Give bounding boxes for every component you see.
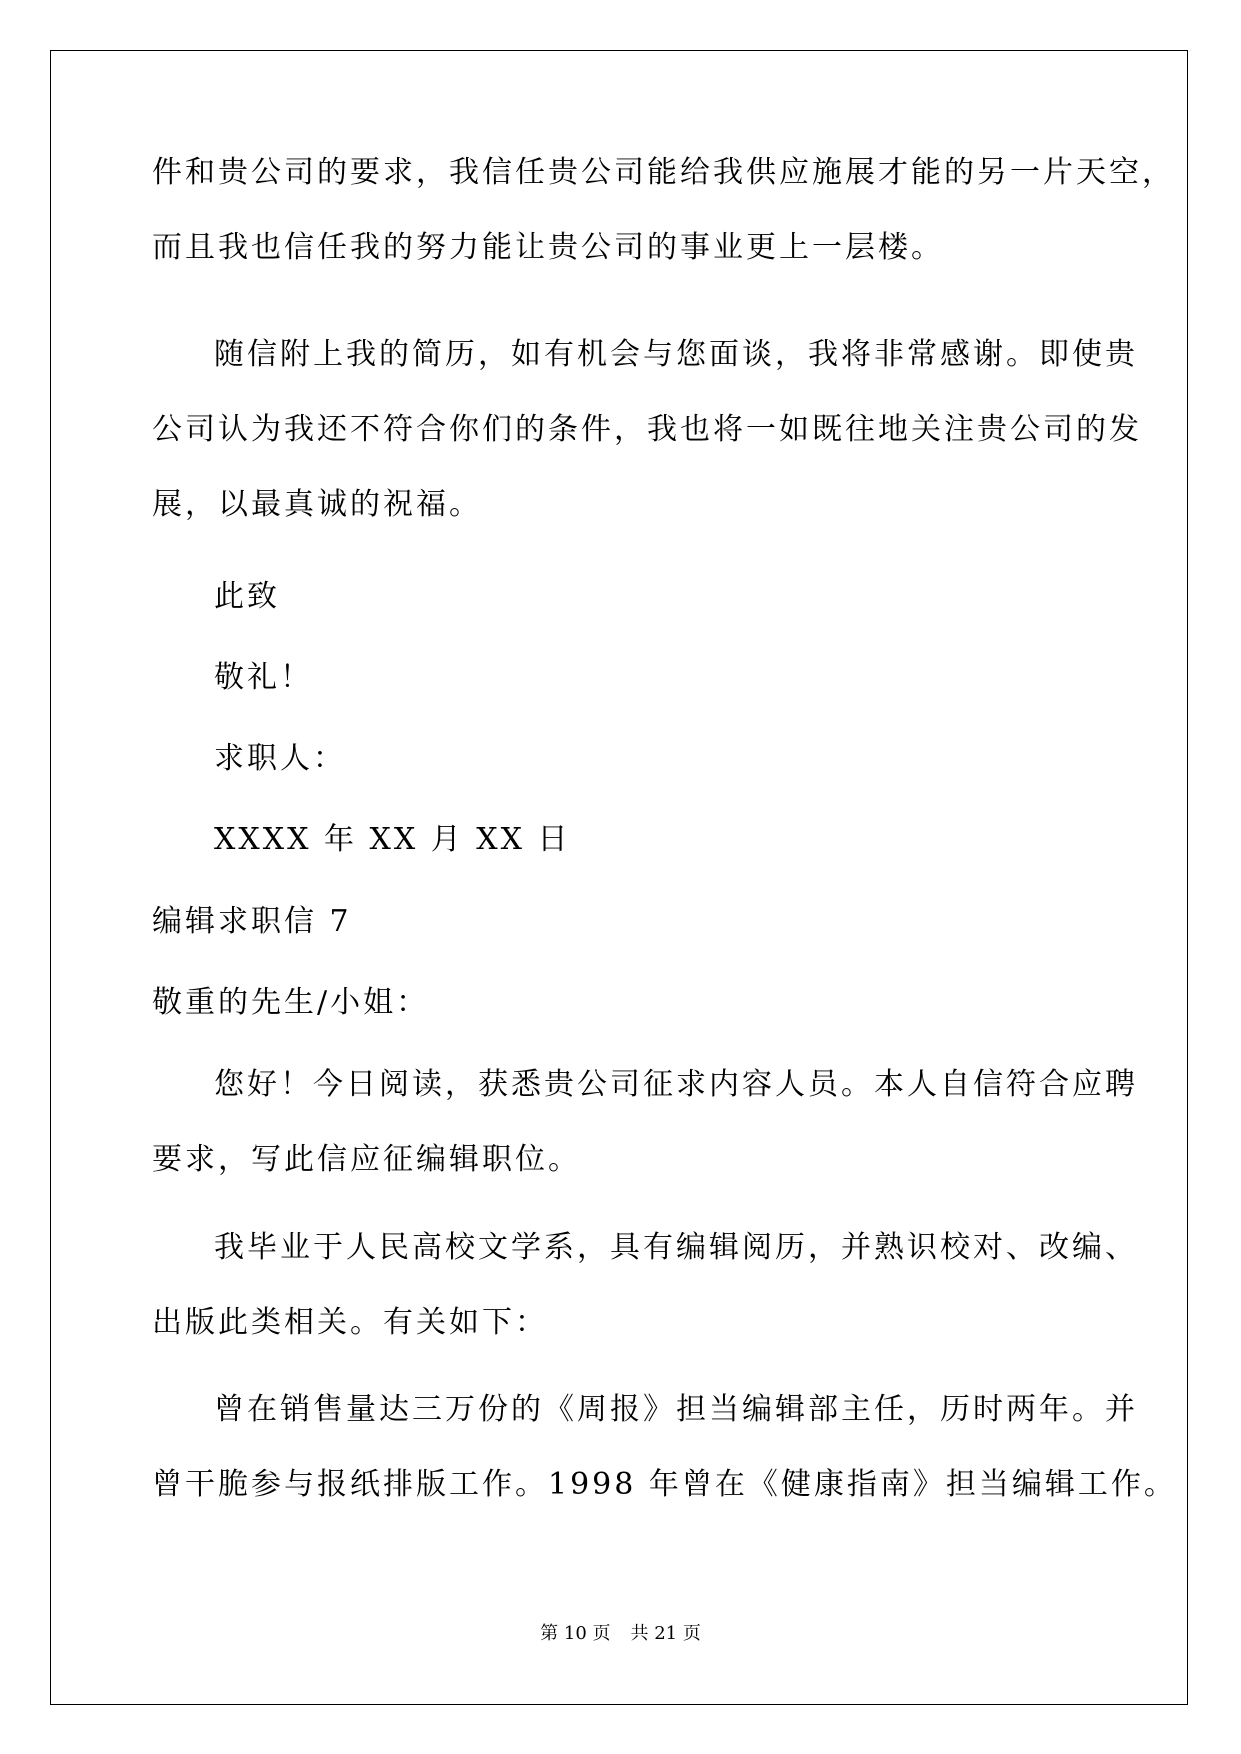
page-number: 第 10 页 xyxy=(540,1623,611,1644)
body-line: 出版此类相关。有关如下： xyxy=(152,1305,548,1340)
body-line: 件和贵公司的要求，我信任贵公司能给我供应施展才能的另一片天空， xyxy=(152,155,1175,190)
closing-regards: 敬礼！ xyxy=(214,660,313,695)
body-line: 要求，写此信应征编辑职位。 xyxy=(152,1142,581,1177)
section-heading: 编辑求职信 7 xyxy=(152,904,352,939)
body-line: 您好！今日阅读，获悉贵公司征求内容人员。本人自信符合应聘 xyxy=(214,1067,1138,1102)
body-line: 曾干脆参与报纸排版工作。1998 年曾在《健康指南》担当编辑工作。 xyxy=(152,1467,1177,1502)
body-line: 而且我也信任我的努力能让贵公司的事业更上一层楼。 xyxy=(152,230,944,265)
body-line: 公司认为我还不符合你们的条件，我也将一如既往地关注贵公司的发 xyxy=(152,412,1142,447)
body-line: 我毕业于人民高校文学系，具有编辑阅历，并熟识校对、改编、 xyxy=(214,1230,1138,1265)
page-total: 共 21 页 xyxy=(630,1623,701,1644)
greeting: 敬重的先生/小姐： xyxy=(152,985,430,1020)
signature-label: 求职人： xyxy=(214,741,346,776)
page-footer xyxy=(0,1622,1241,1646)
closing-salutation: 此致 xyxy=(214,579,280,614)
body-line: 展，以最真诚的祝福。 xyxy=(152,487,482,522)
page-border xyxy=(50,50,1188,1705)
body-line: 曾在销售量达三万份的《周报》担当编辑部主任，历时两年。并 xyxy=(214,1392,1138,1427)
date-line: XXXX 年 XX 月 XX 日 xyxy=(214,822,571,857)
body-line: 随信附上我的简历，如有机会与您面谈，我将非常感谢。即使贵 xyxy=(214,337,1138,372)
